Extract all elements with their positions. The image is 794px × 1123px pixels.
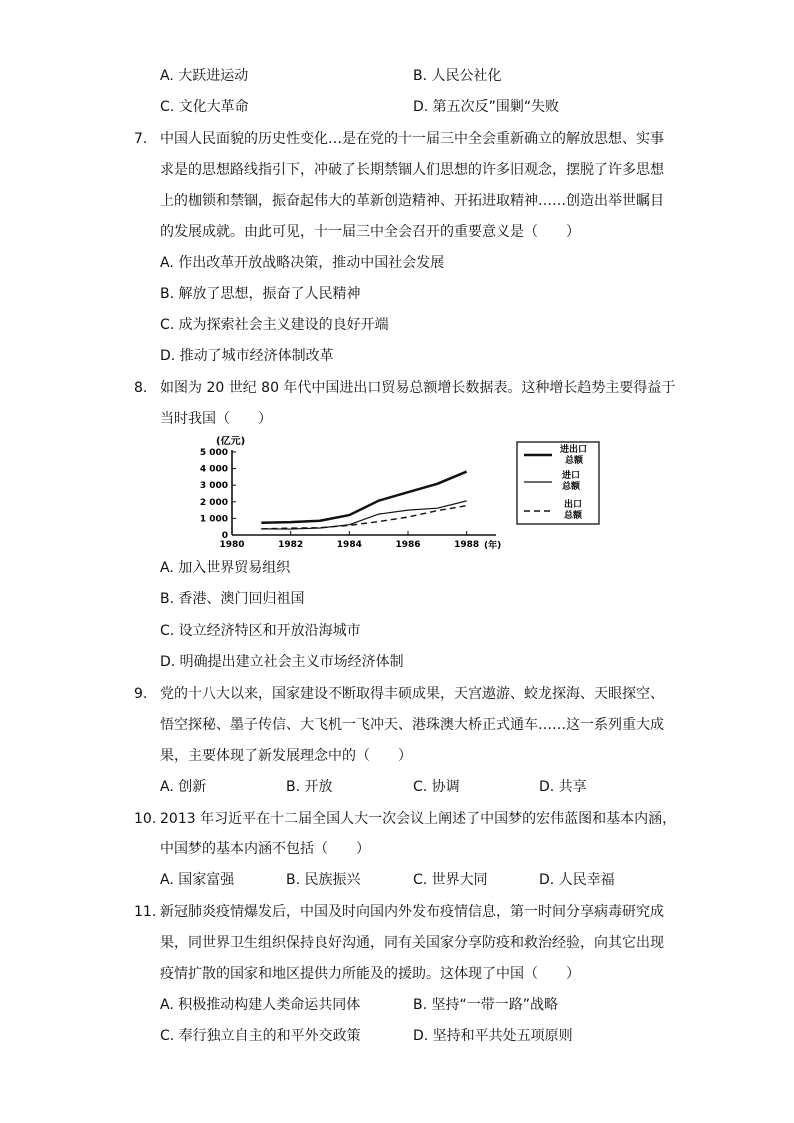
x-tick-label: 1980: [219, 540, 245, 550]
q11-stem-line: 疫情扩散的国家和地区提供力所能及的援助。这体现了中国（ ）: [160, 966, 580, 982]
q7-stem-line: 中国人民面貌的历史性变化…是在党的十一届三中全会重新确立的解放思想、实事: [160, 131, 664, 147]
series-line-import: [261, 501, 466, 529]
q7-option-d[interactable]: D. 推动了城市经济体制改革: [160, 348, 334, 364]
trade-line-chart: [196, 436, 610, 556]
q10-stem-line: 中国梦的基本内涵不包括（ ）: [160, 841, 370, 857]
q10-stem-line: 2013 年习近平在十二届全国人大一次会议上阐述了中国梦的宏伟蓝图和基本内涵，: [160, 811, 677, 827]
q9-option-c[interactable]: C. 协调: [413, 779, 460, 795]
question-number: 7.: [134, 131, 148, 147]
x-axis-unit-label: (年): [484, 541, 502, 551]
y-tick-label: 3 000: [199, 481, 228, 492]
y-tick-label: 4 000: [199, 464, 228, 475]
q8-option-c[interactable]: C. 设立经济特区和开放沿海城市: [160, 623, 361, 639]
q9-option-b[interactable]: B. 开放: [286, 779, 333, 795]
question-number: 10.: [134, 811, 157, 827]
q11-option-a[interactable]: A. 积极推动构建人类命运共同体: [160, 997, 361, 1013]
q7-stem-line: 求是的思想路线指引下，冲破了长期禁锢人们思想的许多旧观念，摆脱了许多思想: [160, 162, 664, 178]
q11-stem-line: 新冠肺炎疫情爆发后，中国及时向国内外发布疫情信息，第一时间分享病毒研究成: [160, 904, 664, 920]
x-tick-label: 1988: [454, 540, 480, 550]
chart-legend: [517, 442, 599, 524]
q9-stem-line: 党的十八大以来，国家建设不断取得丰硕成果，天宫遨游、蛟龙探海、天眼探空、: [160, 686, 664, 702]
q10-option-a[interactable]: A. 国家富强: [160, 872, 235, 888]
q7-option-c[interactable]: C. 成为探索社会主义建设的良好开端: [160, 317, 389, 333]
q11-option-c[interactable]: C. 奉行独立自主的和平外交政策: [160, 1028, 361, 1044]
y-axis-unit-label: (亿元): [216, 436, 246, 447]
question-number: 9.: [134, 686, 148, 702]
legend-label-import-1: 进口: [562, 471, 581, 481]
x-tick-label: 1986: [395, 540, 421, 550]
q11-option-d[interactable]: D. 坚持和平共处五项原则: [413, 1028, 573, 1044]
series-line-total: [261, 472, 466, 523]
q11-stem-line: 果，同世界卫生组织保持良好沟通，同有关国家分享防疫和救治经验，向其它出现: [160, 935, 664, 951]
q7-stem-line: 的发展成就。由此可见，十一届三中全会召开的重要意义是（ ）: [160, 224, 580, 240]
question-number: 11.: [134, 904, 157, 920]
q8-option-b[interactable]: B. 香港、澳门回归祖国: [160, 591, 305, 607]
legend-label-total-2: 总额: [565, 456, 584, 466]
legend-label-total-1: 进出口: [560, 445, 588, 455]
legend-label-import-2: 总额: [562, 482, 581, 492]
q7-option-b[interactable]: B. 解放了思想，振奋了人民精神: [160, 286, 361, 302]
legend-label-export-2: 总额: [564, 511, 583, 521]
q6-option-c[interactable]: C. 文化大革命: [160, 99, 249, 115]
q8-stem-line: 当时我国（ ）: [160, 411, 272, 427]
question-number: 8.: [134, 380, 148, 396]
q8-option-a[interactable]: A. 加入世界贸易组织: [160, 560, 291, 576]
legend-label-export-1: 出口: [564, 500, 583, 510]
q10-option-b[interactable]: B. 民族振兴: [286, 872, 361, 888]
y-tick-label: 2 000: [199, 497, 228, 508]
x-tick-label: 1984: [336, 540, 362, 550]
y-tick-label: 5 000: [199, 448, 228, 458]
q9-stem-line: 果，主要体现了新发展理念中的（ ）: [160, 748, 412, 764]
q7-stem-line: 上的枷锁和禁锢，振奋起伟大的革新创造精神、开拓进取精神……创造出举世瞩目: [160, 193, 664, 209]
q10-option-c[interactable]: C. 世界大同: [413, 872, 488, 888]
q9-option-d[interactable]: D. 共享: [539, 779, 587, 795]
q9-stem-line: 悟空探秘、墨子传信、大飞机一飞冲天、港珠澳大桥正式通车……这一系列重大成: [160, 717, 664, 733]
q6-option-d[interactable]: D. 第五次反”围剿“失败: [413, 99, 560, 115]
q11-option-b[interactable]: B. 坚持“一带一路”战略: [413, 997, 559, 1013]
q8-stem-line: 如图为 20 世纪 80 年代中国进出口贸易总额增长数据表。这种增长趋势主要得益于: [160, 380, 676, 396]
y-tick-label: 1 000: [199, 514, 228, 525]
q8-option-d[interactable]: D. 明确提出建立社会主义市场经济体制: [160, 654, 404, 670]
q6-option-a[interactable]: A. 大跃进运动: [160, 68, 249, 84]
q7-option-a[interactable]: A. 作出改革开放战略决策，推动中国社会发展: [160, 255, 445, 271]
y-tick-label: 0: [221, 531, 228, 541]
x-tick-label: 1982: [278, 540, 304, 550]
q9-option-a[interactable]: A. 创新: [160, 779, 207, 795]
q10-option-d[interactable]: D. 人民幸福: [539, 872, 615, 888]
q6-option-b[interactable]: B. 人民公社化: [413, 68, 502, 84]
